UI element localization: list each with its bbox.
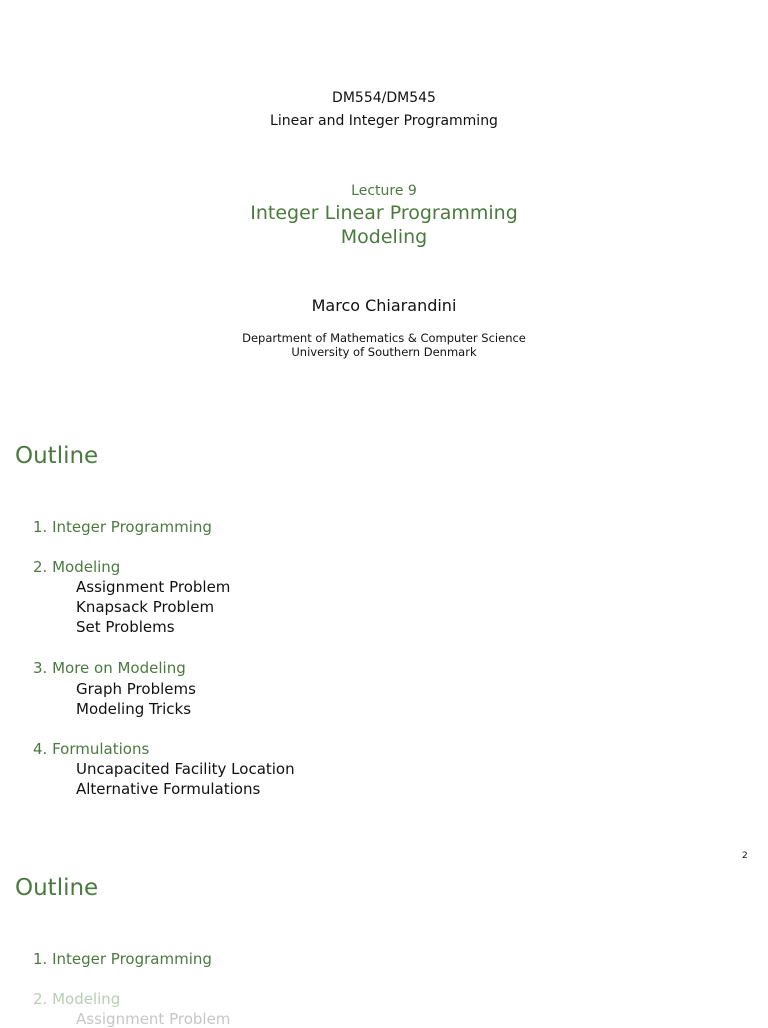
outline-subsection: Set Problems [76,618,175,636]
outline-subsection: Knapsack Problem [76,598,215,616]
outline-title-2: Outline [15,875,99,901]
outline-2-section-2: 2. Modeling [33,990,121,1008]
university: University of Southern Denmark [291,344,477,359]
outline-subsection: Uncapacited Facility Location [76,760,295,778]
outline-subsection: Graph Problems [76,680,196,698]
course-code: DM554/DM545 [332,90,436,106]
course-name: Linear and Integer Programming [270,113,498,129]
outline-subsection: Assignment Problem [76,578,231,596]
affiliation [0,332,768,359]
outline-section-1: 1. Integer Programming [33,518,212,536]
outline-section-4: 4. Formulations [33,740,150,758]
page-number: 2 [742,851,748,861]
lecture-title-line-2: Modeling [340,226,428,248]
outline-2-section-1: 1. Integer Programming [33,950,212,968]
outline-2-subsection: Assignment Problem [76,1010,231,1028]
department: Department of Mathematics & Computer Science [242,331,526,345]
outline-section-3: 3. More on Modeling [33,659,186,677]
lecture-title-line-1: Integer Linear Programming [250,202,518,224]
author-name: Marco Chiarandini [311,296,457,315]
outline-subsection: Modeling Tricks [76,700,192,718]
lecture-number: Lecture 9 [351,183,417,199]
outline-title: Outline [15,443,99,469]
outline-subsection: Alternative Formulations [76,780,261,798]
lecture-title [0,201,768,249]
outline-section-2: 2. Modeling [33,558,121,576]
